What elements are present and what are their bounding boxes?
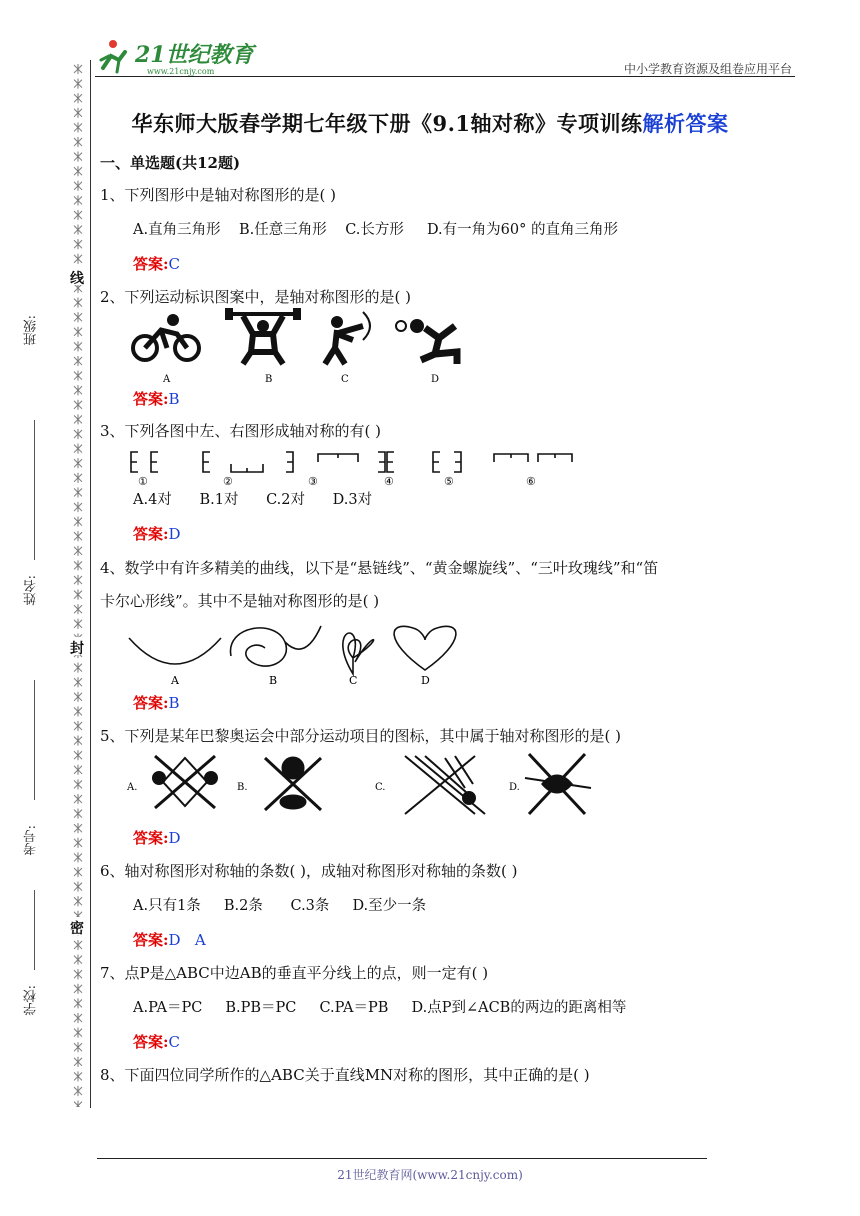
seal-line-mark: 线	[70, 271, 84, 287]
fig-label-c: C	[341, 374, 349, 385]
fig-label-6: ⑥	[526, 475, 536, 488]
fig-label-5: ⑤	[444, 475, 454, 488]
question-7-options: A.PA＝PC B.PB＝PC C.PA＝PB D.点P到∠ACB的两边的距离相等	[133, 1000, 627, 1016]
cyclist-icon	[133, 314, 199, 360]
question-3-answer	[133, 523, 181, 544]
answer-value: D	[168, 829, 181, 847]
section-title: 一、单选题(共12题)	[100, 154, 241, 172]
question-2-figures	[125, 308, 475, 386]
spiral-curve	[231, 626, 321, 666]
answer-label: 答案:	[133, 829, 169, 847]
logo-url: www.21cnjy.com	[147, 67, 215, 76]
fig-label-b: B	[269, 674, 278, 687]
name-label: 姓名:	[24, 575, 39, 606]
answer-value: C	[168, 255, 181, 273]
archer-icon	[325, 312, 370, 364]
fig-label-d: D	[431, 374, 440, 385]
seal-feng-mark: 封	[70, 641, 84, 657]
question-4: 4、数学中有许多精美的曲线，以下是“悬链线”、“黄金螺旋线”、“三叶玫瑰线”和“笛	[100, 559, 659, 577]
curves-figure	[125, 618, 485, 688]
fig-label-a: A.	[127, 782, 138, 793]
question-4-line2: 卡尔心形线”。其中不是轴对称图形的是( )	[100, 592, 380, 610]
question-8: 8、下面四位同学所作的△ABC关于直线MN对称的图形，其中正确的是( )	[100, 1066, 590, 1084]
question-3: 3、下列各图中左、右图形成轴对称的有( )	[100, 422, 382, 440]
olympic-icons-figure	[125, 748, 595, 818]
answer-label: 答案:	[133, 525, 169, 543]
answer-value: D A	[168, 931, 206, 949]
fig-label-c: C	[349, 674, 358, 687]
question-6-answer	[133, 929, 206, 950]
fig-label-d: D.	[509, 782, 520, 793]
sport-icons-figure	[125, 308, 475, 386]
asterisk-column-icon	[70, 62, 86, 1107]
logo-text: 21世纪教育	[135, 42, 254, 68]
surfing-icon	[265, 758, 321, 810]
question-7-answer	[133, 1031, 180, 1052]
answer-label: 答案:	[133, 1033, 169, 1051]
fig-label-4: ④	[384, 475, 394, 488]
answer-label: 答案:	[133, 694, 169, 712]
question-3-figures	[128, 448, 578, 488]
class-blank	[34, 420, 35, 560]
catenary-curve	[129, 638, 221, 664]
heart-curve	[394, 626, 456, 670]
platform-label: 中小学教育资源及组卷应用平台	[623, 62, 792, 76]
question-1: 1、下列图形中是轴对称图形的是( )	[100, 186, 337, 204]
title-highlight: 解析答案	[642, 111, 729, 136]
dash-pattern	[70, 62, 86, 1107]
football-player-icon	[396, 319, 457, 364]
fig-label-d: D	[421, 674, 430, 687]
school-label: 学校:	[24, 985, 39, 1016]
answer-value: B	[168, 694, 180, 712]
weightlifter-icon	[225, 308, 301, 364]
question-5: 5、下列是某年巴黎奥运会中部分运动项目的图标，其中属于轴对称图形的是( )	[100, 727, 622, 745]
question-3-options: A.4对 B.1对 C.2对 D.3对	[133, 492, 373, 508]
page-title	[0, 108, 860, 138]
question-4-answer	[133, 692, 180, 713]
question-5-answer	[133, 827, 181, 848]
header-divider	[95, 76, 795, 77]
fig-label-b: B.	[237, 782, 248, 793]
fig-label-2: ②	[223, 475, 233, 488]
fig-label-a: A	[163, 374, 171, 385]
footer-divider	[97, 1158, 707, 1159]
runner-logo-icon	[95, 38, 265, 78]
answer-label: 答案:	[133, 390, 169, 408]
question-1-options: A.直角三角形 B.任意三角形 C.长方形 D.有一角为60° 的直角三角形	[133, 222, 618, 238]
question-2-answer	[133, 388, 180, 409]
exam-no-blank	[34, 890, 35, 970]
question-2: 2、下列运动标识图案中，是轴对称图形的是( )	[100, 288, 412, 306]
question-4-figures	[125, 618, 485, 688]
logo	[95, 38, 265, 78]
rose-curve	[343, 633, 374, 674]
exam-no-label: 考号:	[24, 825, 39, 856]
fig-label-3: ③	[308, 475, 318, 488]
pairs-figure	[128, 448, 578, 488]
answer-value: D	[168, 525, 181, 543]
fig-label-b: B	[265, 374, 273, 385]
question-5-figures	[125, 748, 595, 818]
answer-label: 答案:	[133, 255, 169, 273]
title-main: 华东师大版春学期七年级下册《9.1轴对称》专项训练	[131, 111, 643, 136]
question-1-answer	[133, 253, 180, 274]
fig-label-c: C.	[375, 782, 386, 793]
answer-label: 答案:	[133, 931, 169, 949]
fencing-icon	[153, 756, 217, 808]
question-6: 6、轴对称图形对称轴的条数( )，成轴对称图形对称轴的条数( )	[100, 862, 518, 880]
footer-link[interactable]: 21世纪教育网(www.21cnjy.com)	[337, 1168, 523, 1182]
question-7: 7、点P是△ABC中边AB的垂直平分线上的点，则一定有( )	[100, 964, 489, 982]
question-6-options: A.只有1条 B.2条 C.3条 D.至少一条	[133, 898, 427, 914]
class-label: 班级:	[24, 315, 39, 346]
name-blank	[34, 680, 35, 800]
badminton-icon	[405, 756, 485, 814]
answer-value: C	[168, 1033, 181, 1051]
canoe-icon	[525, 754, 591, 814]
fig-label-a: A	[171, 674, 179, 687]
seal-mi-mark: 密	[70, 921, 84, 937]
binding-rule	[90, 60, 91, 1108]
answer-value: B	[168, 390, 180, 408]
fig-label-1: ①	[138, 475, 148, 488]
